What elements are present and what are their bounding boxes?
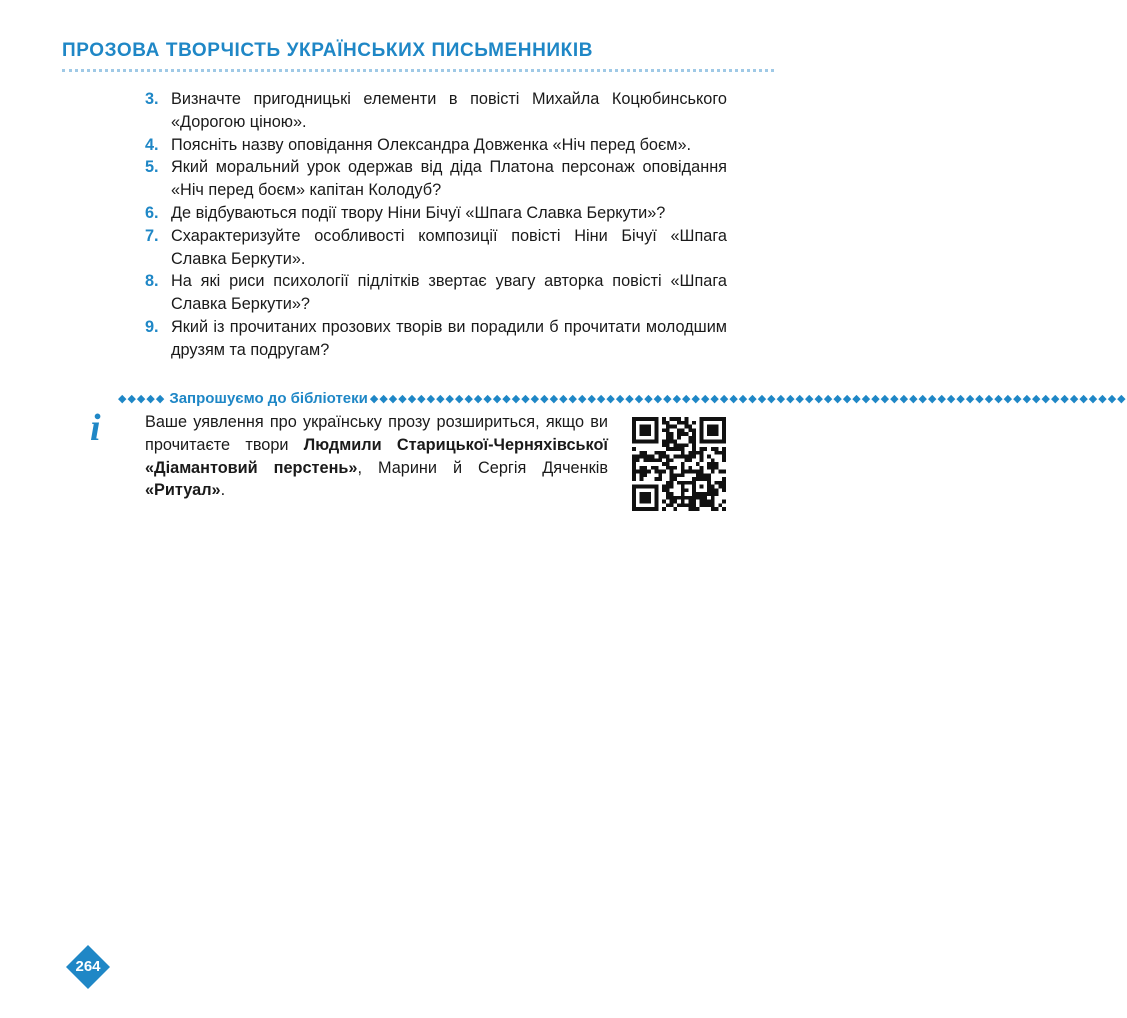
list-item: [145, 270, 727, 316]
running-header-title: ПРОЗОВА ТВОРЧІСТЬ УКРАЇНСЬКИХ ПИСЬМЕННИКІВ: [62, 40, 594, 61]
text-fragment: .: [220, 481, 226, 500]
question-text: Поясніть назву оповідання Олександра Довженка «Ніч перед боєм».: [171, 135, 692, 154]
question-text: Визначте пригодницькі елементи в повісті Михайла Коцюбинського «Дорогою ціною».: [171, 90, 727, 131]
page-number: 264: [75, 958, 101, 975]
diamond-divider-icon: ◆◆◆◆◆◆◆◆◆◆◆◆◆◆◆◆◆◆◆◆◆◆◆◆◆◆◆◆◆◆◆◆◆◆◆◆◆◆◆◆◆◆◆◆◆◆◆◆◆◆◆◆◆◆◆◆◆◆◆◆◆◆◆◆◆◆◆◆◆◆◆◆◆◆◆◆◆◆◆◆: [369, 392, 1127, 405]
qr-code-icon: [632, 417, 726, 511]
questions-list: [145, 88, 727, 362]
question-number: 3.: [145, 90, 159, 108]
list-item: [145, 156, 727, 202]
library-recommendation-text: [145, 411, 608, 502]
list-item: [145, 88, 727, 134]
question-text: На які риси психології підлітків звертає увагу авторка повісті «Шпага Славка Беркути»?: [171, 272, 727, 314]
library-section-heading: [118, 387, 1127, 409]
book-title: «Діамантовий перстень»: [145, 458, 358, 477]
question-number: 9.: [145, 317, 159, 336]
question-number: 4.: [145, 135, 159, 154]
list-item: [145, 134, 727, 157]
question-number: 7.: [145, 226, 159, 245]
author-name: Людмили Старицької-Черняхівської: [303, 435, 608, 454]
question-text: Який із прочитаних прозових творів ви порадили б прочитати молодшим друзям та подругам?: [171, 317, 727, 359]
list-item: [145, 202, 727, 225]
question-number: 5.: [145, 158, 159, 177]
question-number: 6.: [145, 203, 159, 222]
list-item: [145, 316, 727, 362]
header-dotted-rule: [62, 69, 774, 72]
question-text: Який моральний урок одержав від діда Платона персонаж оповідання «Ніч перед боєм» капітан Колодуб?: [171, 158, 727, 200]
diamond-divider-icon: ◆◆◆◆◆: [118, 392, 166, 405]
list-item: [145, 225, 727, 271]
question-number: 8.: [145, 272, 159, 291]
text-fragment: Ваше уявлення про українську прозу розшириться, якщо ви прочитаєте твори: [145, 413, 608, 454]
question-text: Де відбуваються події твору Ніни Бічуї «Шпага Славка Беркути»?: [171, 203, 666, 222]
book-title: «Ритуал»: [145, 481, 221, 500]
info-icon: i: [90, 407, 101, 449]
question-text: Схарактеризуйте особливості композиції повісті Ніни Бічуї «Шпага Славка Беркути».: [171, 226, 727, 268]
library-section-title: Запрошуємо до бібліотеки: [169, 389, 368, 407]
text-fragment: , Марини й Сергія Дяченків: [357, 458, 608, 477]
